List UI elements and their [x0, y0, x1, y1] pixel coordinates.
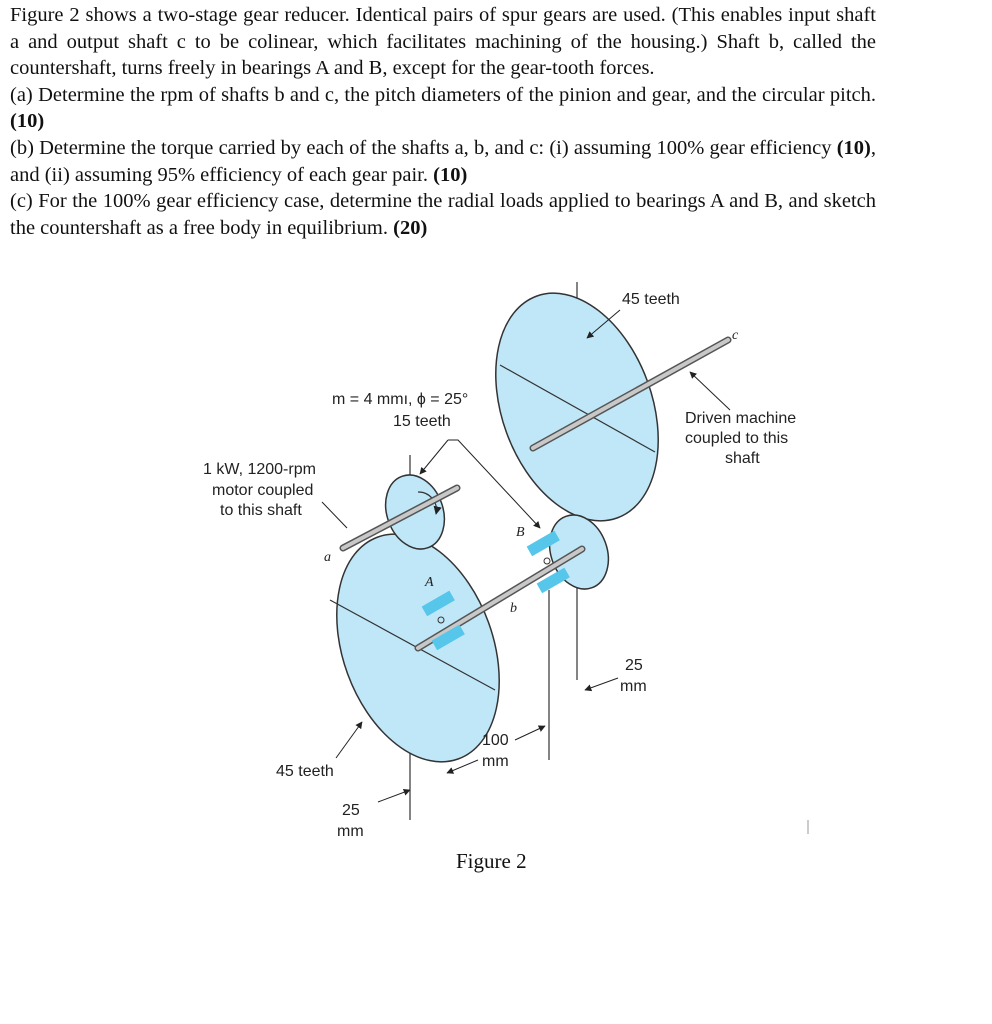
- problem-part-c: (c) For the 100% gear efficiency case, determine the radial loads applied to bearings A and B, and sketch the countershaft as a free body in equilibrium. (20): [10, 190, 876, 239]
- leader-bottom-teeth: [336, 722, 362, 758]
- label-module-angle: m = 4 mmı, ϕ = 25°: [332, 391, 469, 408]
- label-bottom-gear-teeth: 45 teeth: [276, 763, 334, 780]
- problem-part-b: (b) Determine the torque carried by each of the shafts a, b, and c: (i) assuming 100% gear efficiency (10), and (ii) assuming 95% efficiency of each gear pair. (10): [10, 136, 876, 186]
- label-motor-3: to this shaft: [220, 502, 302, 519]
- label-dim-25-bottom: 25: [342, 802, 360, 819]
- points-b-i: (10): [836, 136, 871, 159]
- label-bearing-A: A: [425, 575, 434, 590]
- dim-arrow-100: [447, 760, 478, 773]
- label-bearing-B: B: [516, 525, 525, 540]
- label-shaft-c: c: [732, 328, 739, 343]
- label-motor-2: motor coupled: [212, 482, 314, 499]
- label-driven-1: Driven machine: [685, 410, 797, 427]
- label-dim-25-bottom-unit: mm: [337, 823, 364, 840]
- label-dim-100-unit: mm: [482, 753, 509, 770]
- points-a: (10): [10, 110, 45, 133]
- figure-caption: Figure 2: [456, 849, 527, 873]
- leader-motor: [322, 502, 347, 528]
- dim-arrow-100-right: [515, 726, 545, 740]
- points-b-ii: (10): [433, 163, 468, 186]
- label-dim-25-right: 25: [625, 657, 643, 674]
- label-driven-3: shaft: [725, 450, 760, 467]
- label-pinion-teeth: 15 teeth: [393, 413, 451, 430]
- label-top-gear-teeth: 45 teeth: [622, 291, 680, 308]
- problem-intro: Figure 2 shows a two-stage gear reducer. Identical pairs of spur gears are used. (This enables input shaft a and output shaft c to be colinear, which facilitates machining of the housing.) Shaft b, called the countershaft, turns freely in bearings A and B, except for the gear-tooth forces.: [10, 4, 876, 80]
- problem-part-a: (a) Determine the rpm of shafts b and c, the pitch diameters of the pinion and gear, and the circular pitch. (10): [10, 83, 876, 133]
- output-gear: [466, 270, 688, 543]
- points-c: (20): [393, 216, 428, 239]
- dim-arrow-25-right: [585, 678, 618, 690]
- leader-driven: [690, 372, 730, 410]
- label-shaft-a: a: [324, 550, 331, 565]
- label-driven-2: coupled to this: [685, 430, 789, 447]
- label-dim-100: 100: [482, 732, 509, 749]
- leader-pinion: [420, 440, 448, 474]
- label-shaft-b: b: [510, 601, 517, 616]
- label-dim-25-right-unit: mm: [620, 678, 647, 695]
- label-motor-1: 1 kW, 1200-rpm: [203, 461, 316, 478]
- dim-arrow-25-bottom: [378, 790, 410, 802]
